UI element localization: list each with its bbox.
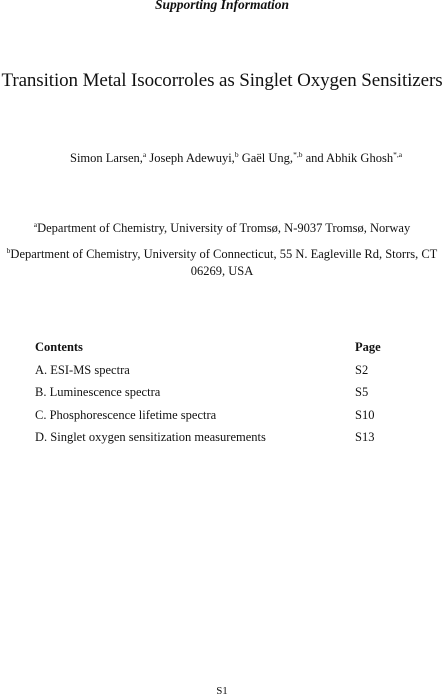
author-name: Joseph Adewuyi, (149, 151, 235, 165)
contents-item-label: B. Luminescence spectra (35, 385, 161, 399)
paper-title: Transition Metal Isocorroles as Singlet Oxygen Sensitizers (1, 70, 443, 91)
contents-item-page: S13 (355, 430, 375, 444)
contents-item (35, 408, 435, 431)
page-heading: Page (355, 340, 381, 354)
author-affiliation-mark: a (142, 150, 147, 159)
contents-header-row (35, 340, 435, 363)
running-header: Supporting Information (155, 0, 289, 12)
contents-item-page: S10 (355, 407, 375, 422)
affiliation-b (0, 246, 444, 280)
affiliation-mark: b (6, 246, 11, 255)
contents-item-label: C. Phosphorescence lifetime spectra (35, 407, 217, 422)
contents-item (35, 430, 435, 453)
affiliation-text: Department of Chemistry, University of Tromsø, N-9037 Tromsø, Norway (37, 221, 411, 235)
contents-item-label: D. Singlet oxygen sensitization measurements (35, 430, 266, 444)
affiliation-text: Department of Chemistry, University of Connecticut, 55 N. Eagleville Rd, Storrs, CT 06269, USA (10, 247, 438, 278)
author-affiliation-mark: *,a (393, 150, 403, 159)
page-number: S1 (216, 685, 228, 697)
author-affiliation-mark: b (234, 150, 239, 159)
contents-table (35, 340, 435, 453)
contents-heading: Contents (35, 340, 83, 354)
contents-item-label: A. ESI-MS spectra (35, 362, 130, 377)
contents-item-page: S2 (355, 362, 369, 377)
affiliation-a (0, 221, 444, 236)
author-affiliation-mark: *,b (293, 150, 303, 159)
contents-item (35, 385, 435, 408)
author-list (70, 151, 444, 166)
author-name: Simon Larsen, (70, 151, 143, 165)
contents-item-page: S5 (355, 385, 369, 399)
contents-item (35, 363, 435, 386)
author-name: and Abhik Ghosh (305, 151, 394, 165)
affiliation-mark: a (33, 220, 38, 229)
author-name: Gaël Ung, (241, 151, 294, 165)
